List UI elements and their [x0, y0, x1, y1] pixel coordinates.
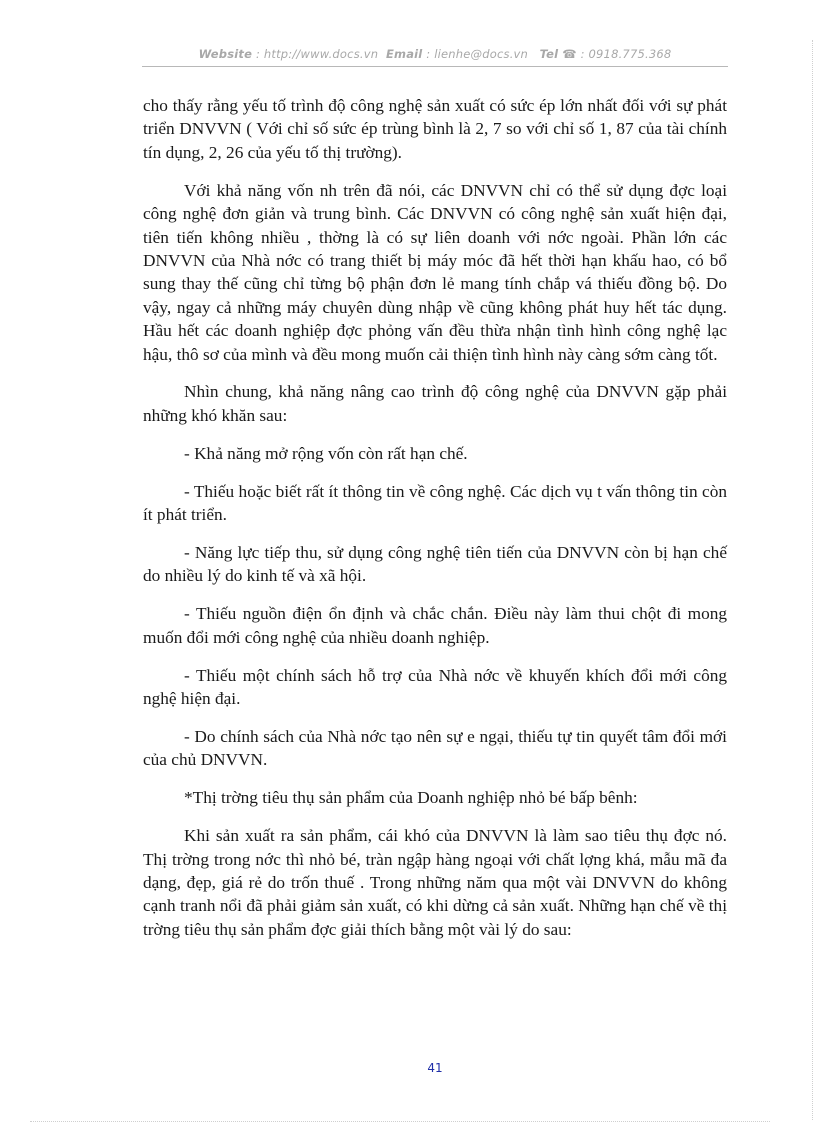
list-item-absorption: - Năng lực tiếp thu, sử dụng công nghệ tiên tiến của DNVVN còn bị hạn chế do nhiều lý do kinh tế và xã hội.: [143, 543, 727, 586]
tel-number: ☎ : 0918.775.368: [562, 47, 672, 61]
list-item-information: - Thiếu hoặc biết rất ít thông tin về công nghệ. Các dịch vụ t vấn thông tin còn ít phát triển.: [143, 481, 727, 525]
document-body: [143, 94, 727, 956]
section-heading-market: *Thị trờng tiêu thụ sản phẩm của Doanh nghiệp nhỏ bé bấp bênh:: [184, 788, 638, 808]
paragraph-market: Khi sản xuất ra sản phẩm, cái khó của DNVVN là làm sao tiêu thụ đợc nó. Thị trờng trong nớc thì nhỏ bé, tràn ngập hàng ngoại với chất lợng khá, mẫu mã đa dạng, đẹp, giá rẻ do trốn thuế . Trong những năm qua một vài DNVVN do không cạnh tranh nổi đã phải giảm sản xuất, có khi dừng cả sản xuất. Những hạn chế về thị trờng tiêu thụ sản phẩm đợc giải thích bằng một vài lý do sau:: [143, 826, 727, 939]
header-divider: [142, 66, 728, 67]
email-address[interactable]: : lienhe@docs.vn: [426, 47, 529, 61]
page-header: [142, 47, 728, 61]
page-right-border: [812, 40, 813, 1120]
paragraph-capital-technology: Với khả năng vốn nh trên đã nói, các DNVVN chỉ có thể sử dụng đợc loại công nghệ đơn giản và trung bình. Các DNVVN có công nghệ sản xuất hiện đại, tiên tiến không nhiều , thờng là có sự liên doanh với nớc ngoài. Phần lớn các DNVVN của Nhà nớc có trang thiết bị máy móc đã hết thời hạn khấu hao, có bổ sung thay thế cũng chỉ từng bộ phận đơn lẻ mang tính chắp vá thiếu đồng bộ. Do vậy, ngay cả những máy chuyên dùng nhập về cũng không phát huy hết tác dụng. Hầu hết các doanh nghiệp đợc phỏng vấn đều thừa nhận tình hình công nghệ lạc hậu, thô sơ của mình và đều mong muốn cải thiện tình hình này càng sớm càng tốt.: [143, 180, 727, 364]
list-item-power-supply: - Thiếu nguồn điện ổn định và chắc chắn. Điều này làm thui chột đi mong muốn đổi mới công nghệ của nhiều doanh nghiệp.: [143, 604, 727, 647]
email-label: Email: [385, 47, 423, 61]
list-item-capital: - Khả năng mở rộng vốn còn rất hạn chế.: [184, 443, 468, 463]
list-item-state-policy: - Do chính sách của Nhà nớc tạo nên sự e ngại, thiếu tự tin quyết tâm đổi mới của chủ DNVVN.: [143, 726, 727, 770]
paragraph-difficulties-intro: Nhìn chung, khả năng nâng cao trình độ công nghệ của DNVVN gặp phải những khó khăn sau:: [143, 382, 727, 425]
tel-label: Tel: [539, 47, 559, 61]
list-item-support-policy: - Thiếu một chính sách hỗ trợ của Nhà nớc về khuyến khích đổi mới công nghệ hiện đại.: [143, 665, 727, 709]
paragraph-continuation: cho thấy rằng yếu tố trình độ công nghệ sản xuất có sức ép lớn nhất đối với sự phát triển DNVVN ( Với chỉ số sức ép trùng bình là 2, 7 so với chỉ số 1, 87 của tài chính tín dụng, 2, 26 của yếu tố thị trường).: [143, 96, 727, 162]
website-label: Website: [198, 47, 253, 61]
page-number: 41: [427, 1061, 443, 1075]
page-bottom-border: [30, 1121, 770, 1122]
website-url[interactable]: : http://www.docs.vn: [255, 47, 379, 61]
